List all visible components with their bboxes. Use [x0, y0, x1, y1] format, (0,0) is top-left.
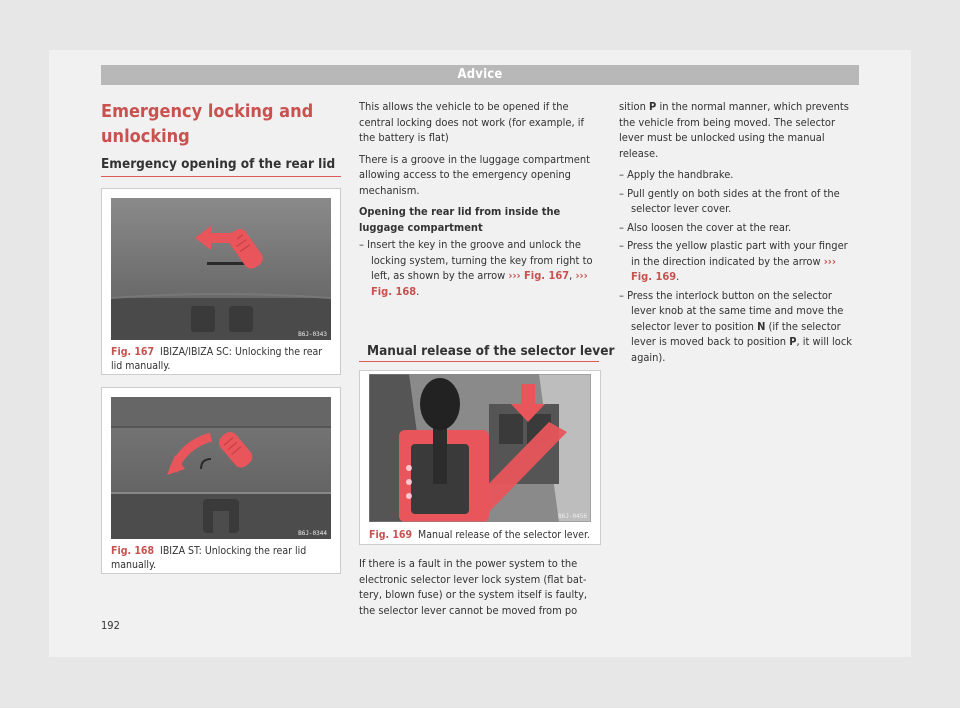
- fig-169-link[interactable]: ››› Fig. 169: [631, 254, 836, 283]
- subtitle-rule: [101, 176, 341, 177]
- figure-168-number[interactable]: Fig. 168: [111, 545, 155, 557]
- section-subtitle: Emergency opening of the rear lid: [101, 156, 336, 172]
- figure-169: [359, 370, 601, 545]
- figure-167-text: IBIZA/IBIZA SC: Unlocking the rear lid manually.: [111, 346, 323, 372]
- figure-168-code: B6J-0344: [298, 530, 327, 537]
- middle-paragraph-2: There is a groove in the luggage compartment allowing access to the emergency opening mechanism.: [359, 152, 591, 197]
- figure-169-number[interactable]: Fig. 169: [369, 529, 413, 541]
- section-rule: [359, 361, 599, 362]
- figure-169-caption: [369, 528, 593, 542]
- middle-text-block: [359, 99, 599, 302]
- figure-169-code: B6J-0456: [558, 513, 587, 520]
- right-text-block: [619, 99, 859, 368]
- fig-167-link[interactable]: ››› Fig. 167: [508, 269, 570, 282]
- figure-169-text: Manual release of the selector lever.: [418, 529, 590, 541]
- figure-167: [101, 188, 341, 375]
- page-title: Emergency locking and unlocking: [101, 101, 314, 147]
- procedure-step-1: – Insert the key in the groove and unlock the locking system, turning the key from right to left, as shown by the arrow ››› Fig. 167, ››› Fig. 168.: [359, 237, 599, 299]
- selector-step-4: – Press the yellow plastic part with your finger in the direction indicated by the arrow ››› Fig. 169.: [619, 238, 859, 285]
- figure-168-text: IBIZA ST: Unlocking the rear lid manually.: [111, 545, 307, 571]
- figure-167-code: B6J-0343: [298, 331, 327, 338]
- figure-167-image: [111, 198, 331, 340]
- figure-167-caption: [111, 345, 333, 373]
- figure-168-image: [111, 397, 331, 539]
- middle-paragraph-1: This allows the vehicle to be opened if the central locking does not work (for example, if the battery is flat): [359, 100, 584, 144]
- right-paragraph-1: sition P in the normal manner, which prevents the vehicle from being moved. The selector lever must be unlocked using the manual release.: [619, 100, 849, 160]
- fig-168-link[interactable]: ››› Fig. 168: [371, 269, 588, 298]
- page-number: 192: [101, 619, 120, 632]
- section-title-selector: Manual release of the selector lever: [367, 343, 615, 359]
- figure-168: [101, 387, 341, 574]
- selector-step-5: – Press the interlock button on the selector lever knob at the same time and move the selector lever to position N (if the selector lever is moved back to position P, it will lock again).: [619, 288, 859, 366]
- selector-step-1: – Apply the handbrake.: [619, 167, 859, 183]
- selector-step-2: – Pull gently on both sides at the front of the selector lever cover.: [619, 186, 859, 217]
- figure-167-number[interactable]: Fig. 167: [111, 346, 155, 358]
- procedure-label: Opening the rear lid from inside the luggage compartment: [359, 205, 561, 234]
- selector-step-3: – Also loosen the cover at the rear.: [619, 220, 859, 236]
- figure-168-caption: [111, 544, 333, 572]
- section-header: Advice: [101, 65, 859, 85]
- middle-paragraph-3: If there is a fault in the power system to the electronic selector lever lock system (flat battery, blown fuse) or the system itself is faulty, the selector lever cannot be moved from po: [359, 557, 588, 617]
- figure-169-image: [369, 374, 591, 522]
